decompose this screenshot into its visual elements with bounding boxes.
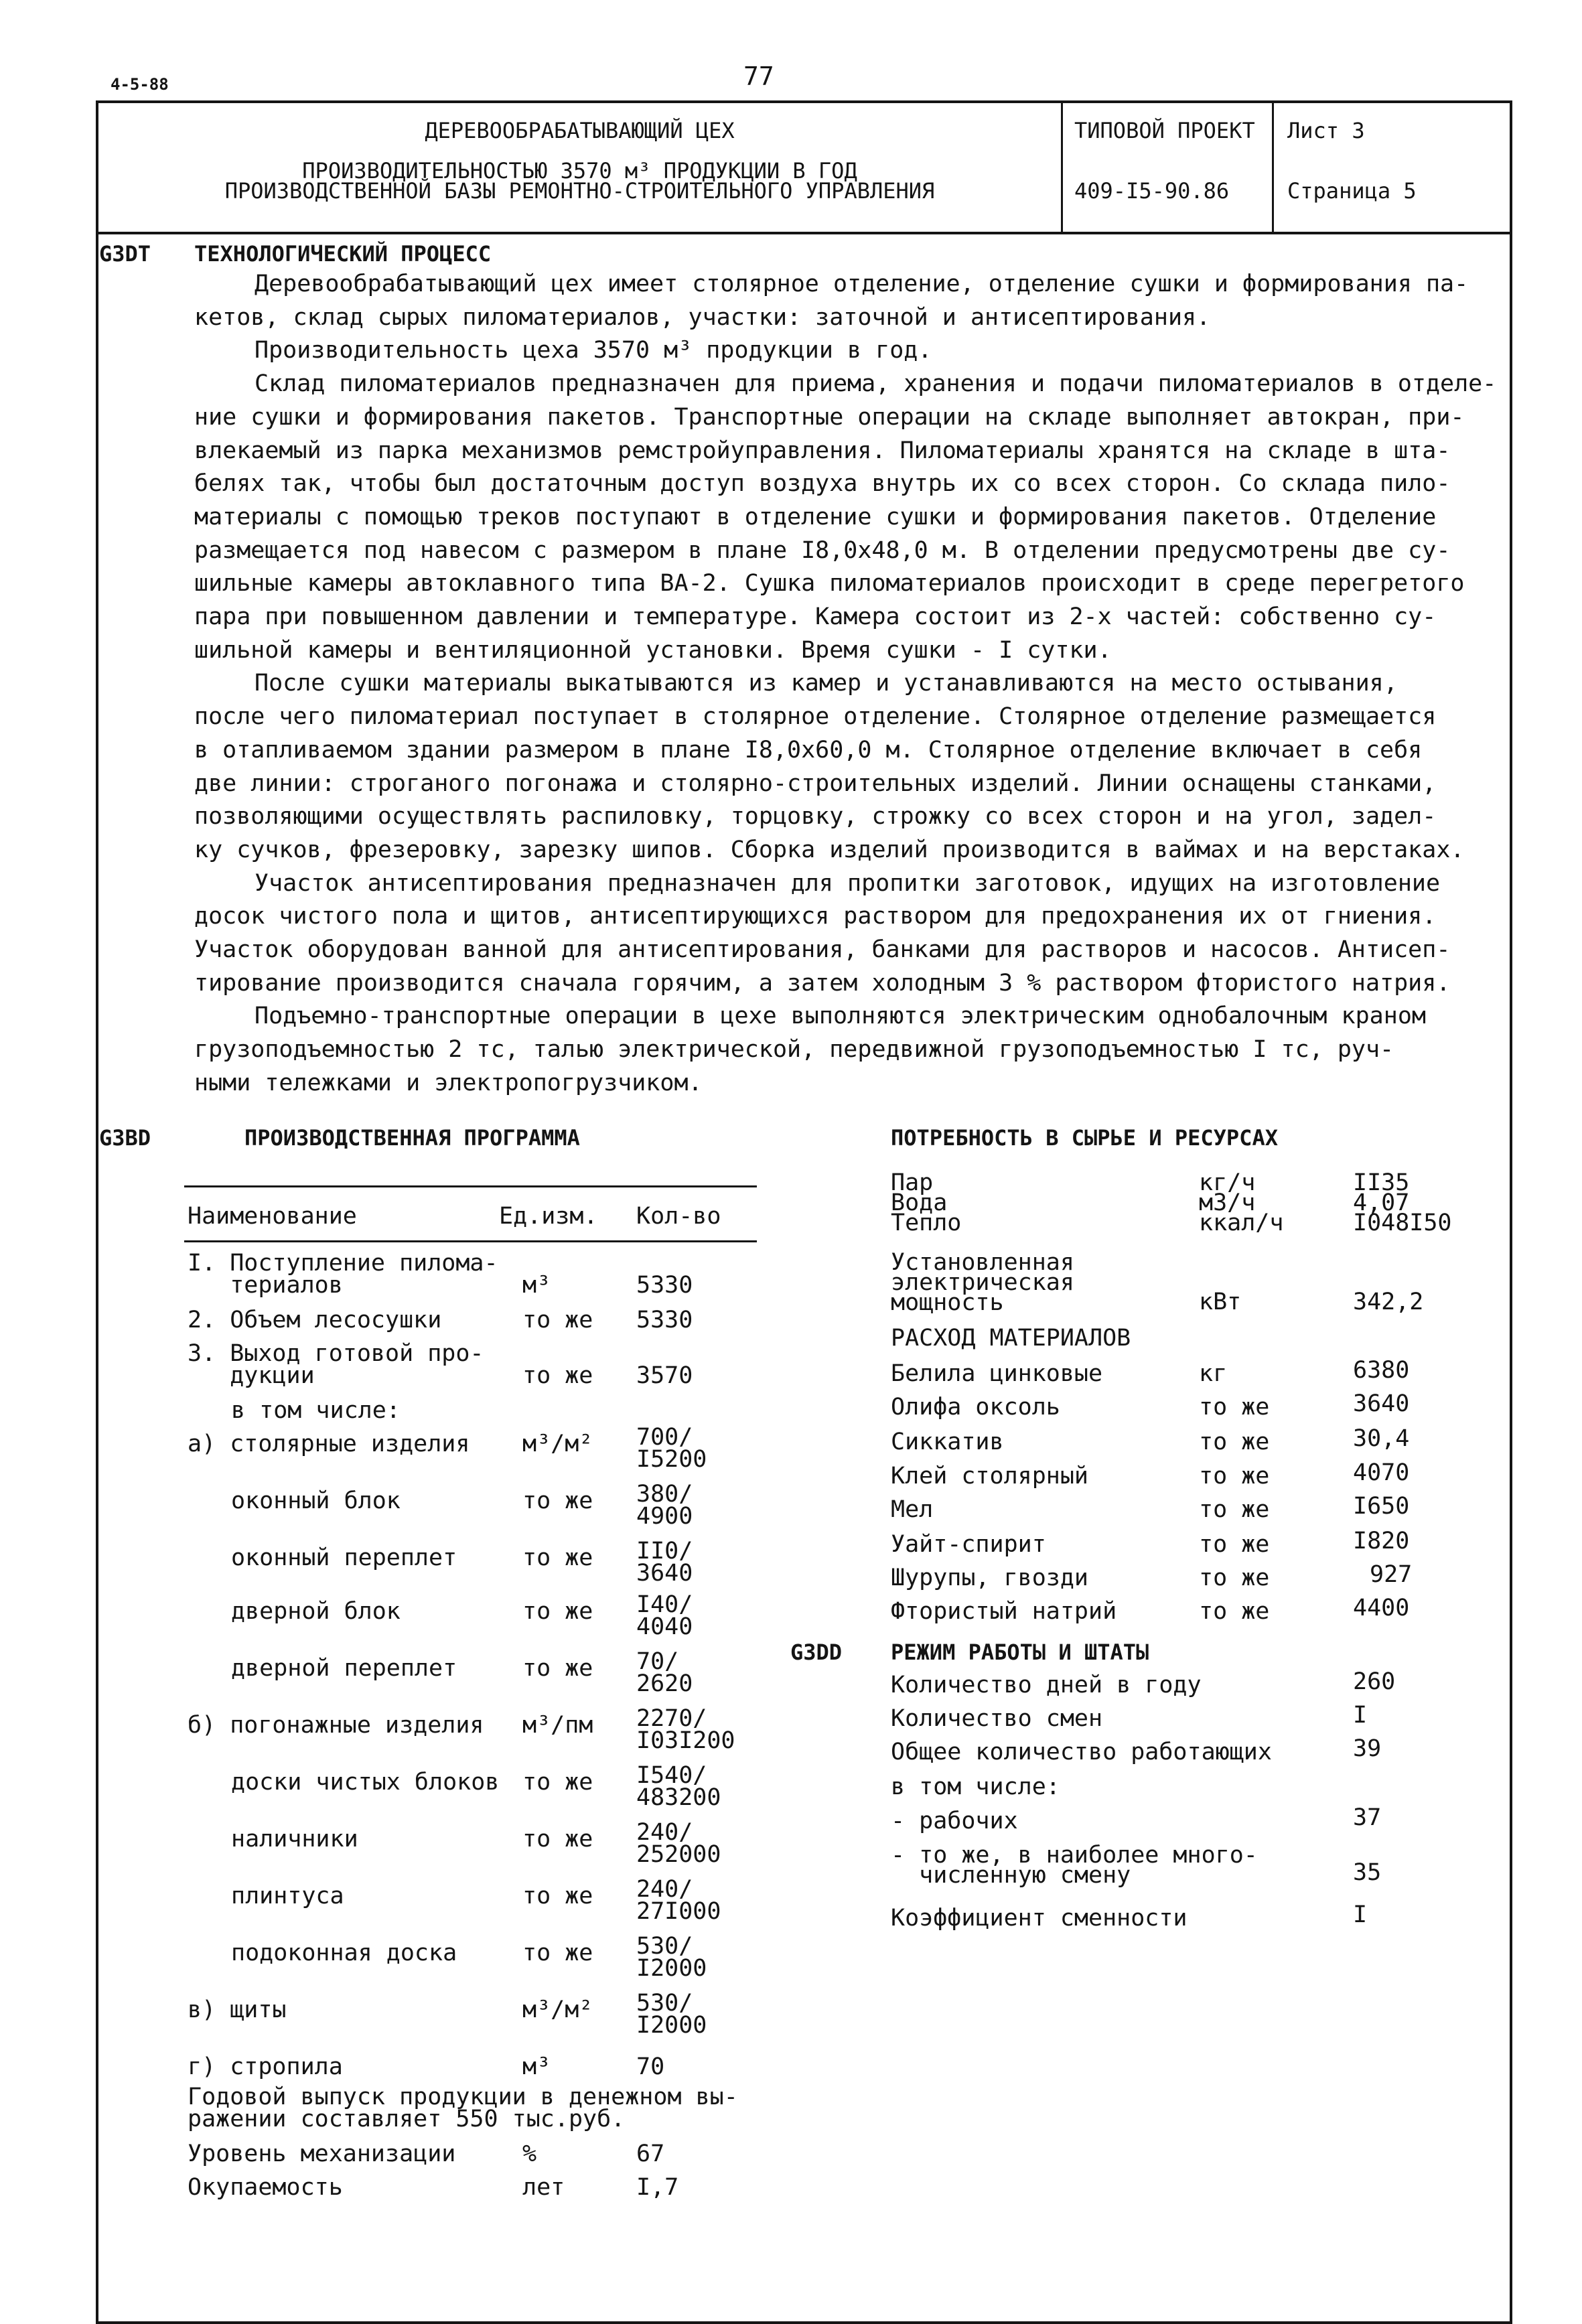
row-qty-fraction: 240/ 252000 <box>636 1819 721 1868</box>
material-unit: то же <box>1199 1394 1270 1421</box>
text-line: После сушки материалы выкатываются из камер и устанавливаются на место остывания, <box>255 670 1398 697</box>
material-name: Уайт-спирит <box>891 1531 1046 1558</box>
payback-unit: лет <box>522 2174 565 2201</box>
row-name: 2. Объем лесосушки <box>188 1307 442 1333</box>
resource-unit: кг/ч <box>1199 1169 1256 1196</box>
resource-qty: I048I50 <box>1353 1210 1452 1236</box>
page-number: 77 <box>743 62 774 91</box>
text-line: Участок оборудован ванной для антисептирования, банками для растворов и насосов. Антисеп- <box>194 936 1451 964</box>
resource-unit: ккал/ч <box>1199 1210 1284 1236</box>
table-header-rule <box>184 1240 757 1242</box>
col-header-unit: Ед.изм. <box>499 1203 598 1230</box>
text-line: две линии: строганого погонажа и столярно-строительных изделий. Линии оснащены станками, <box>194 770 1437 797</box>
material-qty: 927 <box>1370 1561 1413 1588</box>
row-qty: 5330 <box>636 1272 693 1299</box>
program-section-code: G3BD <box>99 1125 151 1151</box>
installed-power-name: Установленная электрическая мощность <box>891 1249 1074 1316</box>
material-name: Белила цинковые <box>891 1360 1103 1387</box>
material-qty: 30,4 <box>1353 1425 1410 1452</box>
staff-item-name: - рабочих <box>891 1808 1018 1834</box>
material-qty: 4070 <box>1353 1459 1410 1486</box>
material-name: Шурупы, гвозди <box>891 1565 1089 1591</box>
table-top-rule <box>184 1185 757 1187</box>
row-unit: то же <box>522 1307 593 1333</box>
title-block <box>96 100 1512 234</box>
material-qty: 3640 <box>1353 1390 1410 1417</box>
materials-title: РАСХОД МАТЕРИАЛОВ <box>891 1325 1131 1352</box>
staff-item-name-multiline: - то же, в наиболее много- численную смену <box>891 1842 1258 1889</box>
row-qty-fraction: 530/ I2000 <box>636 1933 707 1982</box>
row-name: дверной блок <box>231 1598 401 1625</box>
row-name: а) столярные изделия <box>188 1431 470 1457</box>
text-line: ку сучков, фрезеровку, зарезку шипов. Сборка изделий производится в ваймах и на верстаках. <box>194 836 1465 863</box>
row-name: доски чистых блоков <box>231 1769 500 1796</box>
row-unit: то же <box>522 1769 593 1796</box>
text-line: материалы с помощью треков поступают в отделение сушки и формирования пакетов. Отделение <box>194 503 1437 530</box>
row-unit: то же <box>522 1487 593 1514</box>
row-qty-fraction: 700/ I5200 <box>636 1424 707 1473</box>
resource-name: Пар <box>891 1169 934 1196</box>
staff-item-name: в том числе: <box>891 1773 1060 1800</box>
text-line: позволяющими осуществлять распиловку, торцовку, строжку со всех сторон и на угол, задел- <box>194 803 1437 830</box>
material-unit: то же <box>1199 1429 1270 1455</box>
text-line: Производительность цеха 3570 м³ продукции в год. <box>255 337 932 364</box>
row-unit: то же <box>522 1826 593 1853</box>
tech-section-title: ТЕХНОЛОГИЧЕСКИЙ ПРОЦЕСС <box>194 241 492 267</box>
row-qty: 5330 <box>636 1307 693 1333</box>
row-unit: то же <box>522 1655 593 1682</box>
page-label: Страница 5 <box>1287 178 1417 204</box>
row-name: в том числе: <box>231 1397 401 1424</box>
text-line: пара при повышенном давлении и температуре. Камера состоит из 2-х частей: собственно су- <box>194 603 1437 631</box>
text-line: Деревообрабатывающий цех имеет столярное отделение, отделение сушки и формирования па- <box>255 271 1469 297</box>
material-qty: I820 <box>1353 1528 1410 1554</box>
text-line: размещается под навесом с размером в плане I8,0x48,0 м. В отделении предусмотрены две су- <box>194 536 1451 564</box>
text-line: Склад пиломатериалов предназначен для приема, хранения и подачи пиломатериалов в отделе- <box>255 370 1497 398</box>
resource-name: Вода <box>891 1189 948 1216</box>
row-unit: то же <box>522 1883 593 1909</box>
mechanization-name: Уровень механизации <box>188 2140 456 2167</box>
text-line: ние сушки и формирования пакетов. Транспортные операции на складе выполняет автокран, при- <box>194 403 1465 431</box>
row-name: в) щиты <box>188 1996 287 2023</box>
title-block-divider <box>1061 103 1063 232</box>
header-title-line2: ПРОИЗВОДИТЕЛЬНОСТЬЮ 3570 м³ ПРОДУКЦИИ В ГОД <box>302 158 857 184</box>
row-qty-fraction: 240/ 27I000 <box>636 1876 721 1925</box>
header-title-line1: ДЕРЕВООБРАБАТЫВАЮЩИЙ ЦЕХ <box>425 118 735 143</box>
staff-item-name: Количество дней в году <box>891 1672 1202 1698</box>
row-name: плинтуса <box>231 1883 344 1909</box>
material-qty: 4400 <box>1353 1595 1410 1621</box>
staff-item-qty: 260 <box>1353 1668 1396 1695</box>
row-name: наличники <box>231 1826 358 1853</box>
table-row: I. Поступление пилома- териалов <box>188 1250 498 1299</box>
document-code: 4-5-88 <box>111 75 169 94</box>
resource-name: Тепло <box>891 1210 962 1236</box>
annual-output-note: Годовой выпуск продукции в денежном вы- ражении составляет 550 тыс.руб. <box>188 2084 738 2132</box>
text-line: шильной камеры и вентиляционной установки. Время сушки - I сутки. <box>194 636 1112 664</box>
staff-section-code: G3DD <box>790 1640 843 1665</box>
material-qty: I650 <box>1353 1493 1410 1520</box>
resource-qty: 342,2 <box>1353 1289 1424 1315</box>
resource-qty: 4,07 <box>1353 1189 1410 1216</box>
row-unit: то же <box>522 1362 593 1389</box>
row-qty-fraction: 2270/ I03I200 <box>636 1705 735 1754</box>
row-unit: м³/пм <box>522 1712 593 1739</box>
right-frame-line <box>1510 234 1512 2324</box>
text-line: в отапливаемом здании размером в плане I8,0x60,0 м. Столярное отделение включает в себя <box>194 736 1423 764</box>
row-qty-fraction: II0/ 3640 <box>636 1538 693 1587</box>
col-header-qty: Кол-во <box>636 1203 721 1230</box>
row-qty-fraction: 530/ I2000 <box>636 1990 707 2039</box>
staff-item-qty: I <box>1353 1901 1368 1928</box>
staff-item-name: Общее количество работающих <box>891 1739 1272 1765</box>
row-unit: то же <box>522 1544 593 1571</box>
text-line: кетов, склад сырых пиломатериалов, участки: заточной и антисептирования. <box>194 303 1211 331</box>
payback-qty: I,7 <box>636 2174 679 2201</box>
left-frame-line <box>96 234 98 2324</box>
project-number: 409-I5-90.86 <box>1074 178 1230 204</box>
row-name: подоконная доска <box>231 1940 457 1966</box>
row-qty-fraction: I540/ 483200 <box>636 1762 721 1811</box>
row-qty-fraction: 70/ 2620 <box>636 1648 693 1697</box>
resource-unit: кВт <box>1199 1289 1242 1315</box>
resource-unit: м3/ч <box>1199 1189 1256 1216</box>
tech-process-text <box>194 268 1504 1100</box>
material-unit: кг <box>1199 1360 1228 1387</box>
text-line: Участок антисептирования предназначен для пропитки заготовок, идущих на изготовление <box>255 869 1441 897</box>
text-line: белях так, чтобы был достаточным доступ воздуха внутрь их со всех сторон. Со склада пило- <box>194 470 1451 498</box>
mechanization-unit: % <box>522 2140 537 2167</box>
resource-qty: II35 <box>1353 1169 1410 1196</box>
bottom-frame-line <box>96 2321 1512 2324</box>
mechanization-qty: 67 <box>636 2140 665 2167</box>
material-unit: то же <box>1199 1463 1270 1490</box>
col-header-name: Наименование <box>188 1203 357 1230</box>
staff-item-name: Количество смен <box>891 1705 1103 1732</box>
material-name: Олифа оксоль <box>891 1394 1060 1421</box>
row-unit: м³ <box>522 1272 551 1299</box>
row-name: оконный блок <box>231 1487 401 1514</box>
program-section-title: ПРОИЗВОДСТВЕННАЯ ПРОГРАММА <box>244 1125 580 1151</box>
staff-item-qty: 39 <box>1353 1735 1382 1762</box>
text-line: шильные камеры автоклавного типа ВА-2. Сушка пиломатериалов происходит в среде перегретого <box>194 570 1465 597</box>
text-line: грузоподъемностью 2 тс, талью электрической, передвижной грузоподъемностью I тс, руч- <box>194 1036 1394 1064</box>
payback-name: Окупаемость <box>188 2174 343 2201</box>
row-name: б) погонажные изделия <box>188 1712 484 1739</box>
row-name: дверной переплет <box>231 1655 457 1682</box>
material-name: Фтористый натрий <box>891 1598 1117 1625</box>
row-unit: м³/м² <box>522 1431 593 1457</box>
material-name: Сиккатив <box>891 1429 1004 1455</box>
row-unit: то же <box>522 1940 593 1966</box>
row-unit: м³/м² <box>522 1996 593 2023</box>
row-name: г) стропила <box>188 2053 343 2080</box>
row-qty: 70 <box>636 2053 665 2080</box>
row-qty: 3570 <box>636 1362 693 1389</box>
table-row: 3. Выход готовой про- дукции <box>188 1340 484 1389</box>
material-unit: то же <box>1199 1565 1270 1591</box>
material-qty: 6380 <box>1353 1357 1410 1384</box>
staff-item-name: Коэффициент сменности <box>891 1905 1188 1932</box>
staff-item-qty: 35 <box>1353 1859 1382 1886</box>
sheet-number: Лист 3 <box>1287 118 1365 143</box>
tech-section-code: G3DT <box>99 241 151 267</box>
material-name: Клей столярный <box>891 1463 1089 1490</box>
project-type: ТИПОВОЙ ПРОЕКТ <box>1074 118 1255 143</box>
material-unit: то же <box>1199 1496 1270 1523</box>
title-block-divider <box>1272 103 1274 232</box>
material-unit: то же <box>1199 1598 1270 1625</box>
material-unit: то же <box>1199 1531 1270 1558</box>
text-line: ными тележками и электропогрузчиком. <box>194 1069 703 1096</box>
row-name: оконный переплет <box>231 1544 457 1571</box>
staff-section-title: РЕЖИМ РАБОТЫ И ШТАТЫ <box>891 1640 1149 1665</box>
row-unit: м³ <box>522 2053 551 2080</box>
row-unit: то же <box>522 1598 593 1625</box>
text-line: влекаемый из парка механизмов ремстройуправления. Пиломатериалы хранятся на складе в шта- <box>194 437 1451 464</box>
resources-title: ПОТРЕБНОСТЬ В СЫРЬЕ И РЕСУРСАХ <box>891 1125 1278 1151</box>
material-name: Мел <box>891 1496 934 1523</box>
text-line: Подъемно-транспортные операции в цехе выполняются электрическим однобалочным краном <box>255 1003 1426 1030</box>
text-line: досок чистого пола и щитов, антисептирующихся раствором для предохранения их от гниения. <box>194 903 1437 930</box>
staff-item-qty: 37 <box>1353 1804 1382 1831</box>
staff-item-qty: I <box>1353 1702 1368 1729</box>
header-title-line3: ПРОИЗВОДСТВЕННОЙ БАЗЫ РЕМОНТНО-СТРОИТЕЛЬНОГО УПРАВЛЕНИЯ <box>224 178 935 204</box>
row-qty-fraction: 380/ 4900 <box>636 1481 693 1530</box>
text-line: после чего пиломатериал поступает в столярное отделение. Столярное отделение размещается <box>194 703 1437 731</box>
text-line: тирование производится сначала горячим, а затем холодным 3 % раствором фтористого натрия. <box>194 969 1451 997</box>
row-qty-fraction: I40/ 4040 <box>636 1591 693 1640</box>
